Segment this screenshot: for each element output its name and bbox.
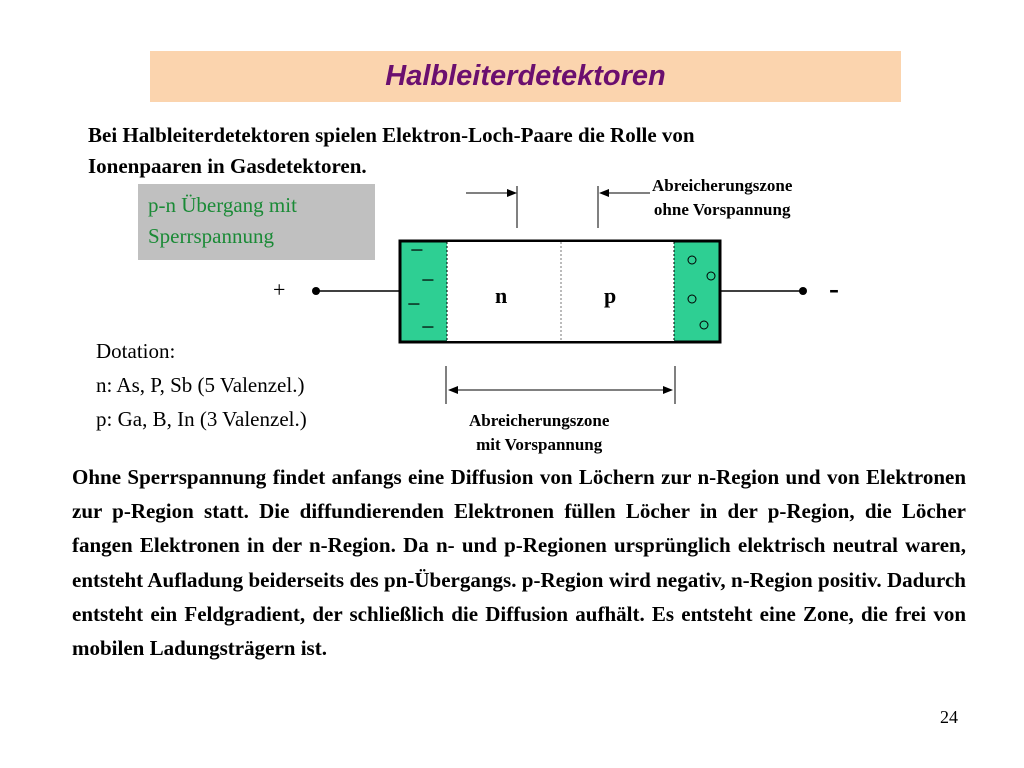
pn-box-line-2: Sperrspannung: [148, 224, 274, 248]
electron-4: −: [421, 315, 435, 341]
dotation-p: p: Ga, B, In (3 Valenzel.): [96, 407, 307, 431]
dotation-heading: Dotation:: [96, 339, 176, 363]
intro-line-2: Ionenpaaren in Gasdetektoren.: [88, 154, 367, 178]
page-title: Halbleiterdetektoren: [385, 60, 666, 92]
page-number: 24: [940, 707, 958, 727]
depletion-zone-bias-label: [469, 409, 609, 457]
right-terminal-dot: [799, 287, 807, 295]
dotation-block: [96, 334, 307, 436]
left-terminal-dot: [312, 287, 320, 295]
minus-terminal-label: -: [829, 272, 839, 305]
body-paragraph: Ohne Sperrspannung findet anfangs eine Diffusion von Löchern zur n-Region und von Elektronen zur p-Region statt. Die diffundierenden Elektronen füllen Löcher in der p-Region, die Löcher fangen Elektronen in der n-Region. Da n- und p-Regionen ursprünglich elektrisch neutral waren, entsteht Aufladung beiderseits des pn-Übergangs. p-Region wird negativ, n-Region positiv. Dadurch entsteht ein Feldgradient, der schließlich die Diffusion aufhält. Es entsteht eine Zone, die frei von mobilen Ladungsträgern ist.: [72, 465, 966, 661]
label-top-line-1: Abreicherungszone: [652, 176, 793, 195]
label-top-line-2: ohne Vorspannung: [653, 200, 791, 219]
dotation-n: n: As, P, Sb (5 Valenzel.): [96, 373, 305, 397]
depletion-zone-no-bias-label: [652, 174, 792, 222]
pn-box-line-1: p-n Übergang mit: [148, 193, 297, 217]
label-bottom-line-2: mit Vorspannung: [476, 435, 603, 454]
electron-3: −: [407, 292, 421, 318]
electron-1: −: [410, 238, 424, 264]
label-bottom-line-1: Abreicherungszone: [469, 411, 610, 430]
p-region-label: p: [604, 283, 617, 308]
electron-2: −: [421, 268, 435, 294]
n-region-label: n: [495, 283, 508, 308]
intro-line-1: Bei Halbleiterdetektoren spielen Elektron-Loch-Paare die Rolle von: [88, 123, 695, 147]
plus-terminal-label: +: [273, 277, 286, 302]
